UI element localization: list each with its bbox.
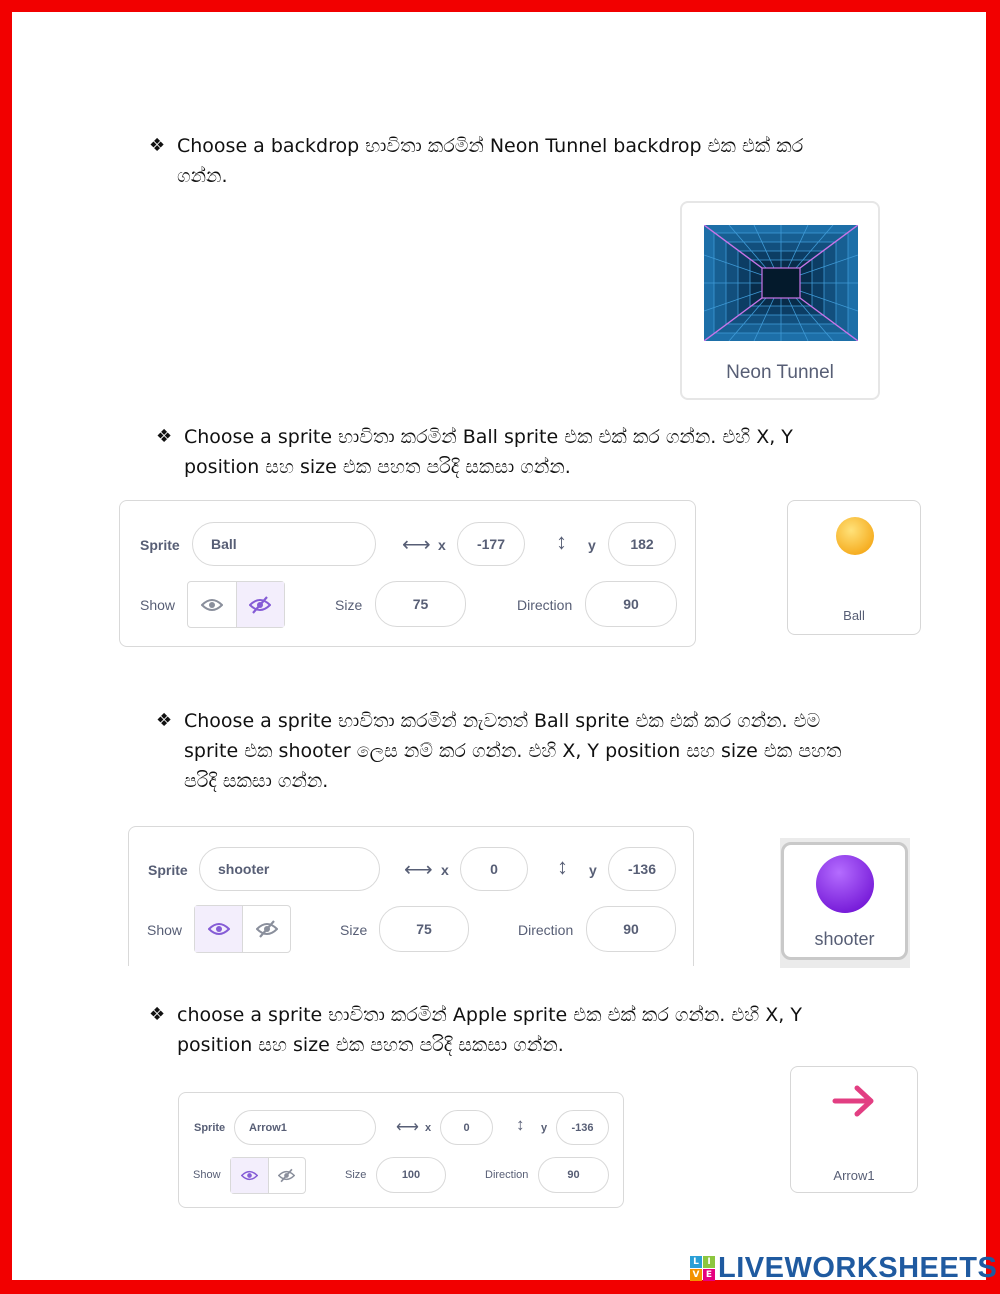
vertical-arrows-icon: ↕ xyxy=(516,1115,525,1134)
show-visible-button[interactable] xyxy=(231,1158,268,1193)
instruction-3-line1: Choose a sprite භාවිතා කරමින් නැවතත් Ball sprite එක එක් කර ගන්න. එම xyxy=(184,710,821,732)
instruction-3 xyxy=(156,706,842,796)
instruction-1 xyxy=(149,131,804,191)
size-input[interactable]: 75 xyxy=(375,581,466,627)
logo-text: LIVEWORKSHEETS xyxy=(718,1252,998,1284)
x-position-input[interactable]: 0 xyxy=(440,1110,493,1145)
y-label: y xyxy=(588,537,596,553)
show-label: Show xyxy=(140,597,176,613)
instruction-4-line2: position සහ size එක පහත පරිදි සකසා ගන්න. xyxy=(177,1034,564,1056)
show-hidden-button[interactable] xyxy=(242,906,290,952)
sprite-card-ball[interactable] xyxy=(787,500,921,635)
backdrop-card-neon-tunnel[interactable] xyxy=(680,201,880,400)
y-label: y xyxy=(589,862,597,878)
y-label: y xyxy=(541,1122,548,1134)
sprite-card-label: shooter xyxy=(814,929,875,949)
instruction-3-line2: sprite එක shooter ලෙස නම් කර ගන්න. එහි X, Y position සහ size එක පහත xyxy=(184,740,842,762)
logo-square-3: V xyxy=(690,1269,702,1281)
instruction-2 xyxy=(156,422,793,482)
liveworksheets-logo xyxy=(690,1252,997,1285)
eye-slash-icon xyxy=(256,918,278,940)
sprite-label: Sprite xyxy=(148,862,188,878)
sprite-card-arrow1[interactable] xyxy=(790,1066,918,1193)
show-hidden-button[interactable] xyxy=(268,1158,306,1193)
vertical-arrows-icon: ↕ xyxy=(557,854,568,879)
horizontal-arrows-icon: ⟷ xyxy=(396,1119,419,1136)
instruction-1-line2: ගන්න. xyxy=(177,165,228,187)
x-label: x xyxy=(425,1122,432,1134)
show-visible-button[interactable] xyxy=(188,582,236,627)
direction-input[interactable]: 90 xyxy=(585,581,677,627)
direction-label: Direction xyxy=(485,1169,529,1181)
sprite-label: Sprite xyxy=(194,1122,226,1134)
sprite-info-panel-ball xyxy=(119,500,696,647)
logo-square-1: L xyxy=(690,1256,702,1268)
neon-tunnel-thumbnail xyxy=(704,225,858,341)
instruction-4-line1: choose a sprite භාවිතා කරමින් Apple sprite එක එක් කර ගන්න. එහි X, Y xyxy=(177,1004,802,1026)
sprite-name-input[interactable]: Arrow1 xyxy=(234,1110,376,1145)
x-position-input[interactable]: -177 xyxy=(457,522,525,566)
ball-sprite-icon xyxy=(835,516,875,556)
direction-input[interactable]: 90 xyxy=(538,1157,609,1193)
size-label: Size xyxy=(340,922,368,938)
arrow-right-icon xyxy=(831,1083,877,1119)
direction-input[interactable]: 90 xyxy=(586,906,676,952)
y-position-input[interactable]: -136 xyxy=(608,847,676,891)
diamond-bullet-icon: ❖ xyxy=(156,710,173,731)
logo-squares xyxy=(690,1256,715,1281)
sprite-label: Sprite xyxy=(140,537,180,553)
instruction-4 xyxy=(149,1000,802,1060)
sprite-info-panel-shooter xyxy=(128,826,694,966)
instruction-2-line1: Choose a sprite භාවිතා කරමින් Ball sprite එක එක් කර ගන්න. එහි X, Y xyxy=(184,426,793,448)
diamond-bullet-icon: ❖ xyxy=(149,135,166,156)
eye-icon xyxy=(208,922,230,936)
y-position-input[interactable]: -136 xyxy=(556,1110,609,1145)
direction-label: Direction xyxy=(517,597,573,613)
y-position-input[interactable]: 182 xyxy=(608,522,676,566)
size-label: Size xyxy=(335,597,363,613)
logo-square-4: E xyxy=(703,1269,715,1281)
logo-square-2: I xyxy=(703,1256,715,1268)
eye-icon xyxy=(241,1170,258,1181)
sprite-card-label: Ball xyxy=(843,608,865,623)
eye-slash-icon xyxy=(278,1167,295,1184)
x-position-input[interactable]: 0 xyxy=(460,847,528,891)
instruction-2-line2: position සහ size එක පහත පරිදි සකසා ගන්න. xyxy=(184,456,571,478)
show-hidden-button[interactable] xyxy=(236,582,285,627)
show-label: Show xyxy=(147,922,183,938)
show-label: Show xyxy=(193,1169,221,1181)
backdrop-card-label: Neon Tunnel xyxy=(726,362,834,383)
size-input[interactable]: 75 xyxy=(379,906,469,952)
x-label: x xyxy=(438,537,446,553)
horizontal-arrows-icon: ⟷ xyxy=(404,859,433,881)
instruction-1-line1: Choose a backdrop භාවිතා කරමින් Neon Tunnel backdrop එක එක් කර xyxy=(177,135,804,157)
show-toggle xyxy=(187,581,285,628)
sprite-card-shooter[interactable] xyxy=(781,842,908,960)
sprite-name-input[interactable]: Ball xyxy=(192,522,376,566)
eye-icon xyxy=(201,598,223,612)
eye-slash-icon xyxy=(249,594,271,616)
sprite-name-input[interactable]: shooter xyxy=(199,847,380,891)
diamond-bullet-icon: ❖ xyxy=(149,1004,166,1025)
show-toggle xyxy=(230,1157,306,1194)
show-toggle xyxy=(194,905,291,953)
show-visible-button[interactable] xyxy=(195,906,242,952)
horizontal-arrows-icon: ⟷ xyxy=(402,534,431,556)
direction-label: Direction xyxy=(518,922,574,938)
vertical-arrows-icon: ↕ xyxy=(556,529,567,554)
sprite-card-label: Arrow1 xyxy=(833,1168,875,1183)
diamond-bullet-icon: ❖ xyxy=(156,426,173,447)
size-input[interactable]: 100 xyxy=(376,1157,446,1193)
size-label: Size xyxy=(345,1169,367,1181)
instruction-3-line3: පරිදි සකසා ගන්න. xyxy=(184,770,329,792)
sprite-info-panel-arrow1 xyxy=(178,1092,624,1208)
shooter-sprite-icon xyxy=(815,854,875,914)
x-label: x xyxy=(441,862,449,878)
